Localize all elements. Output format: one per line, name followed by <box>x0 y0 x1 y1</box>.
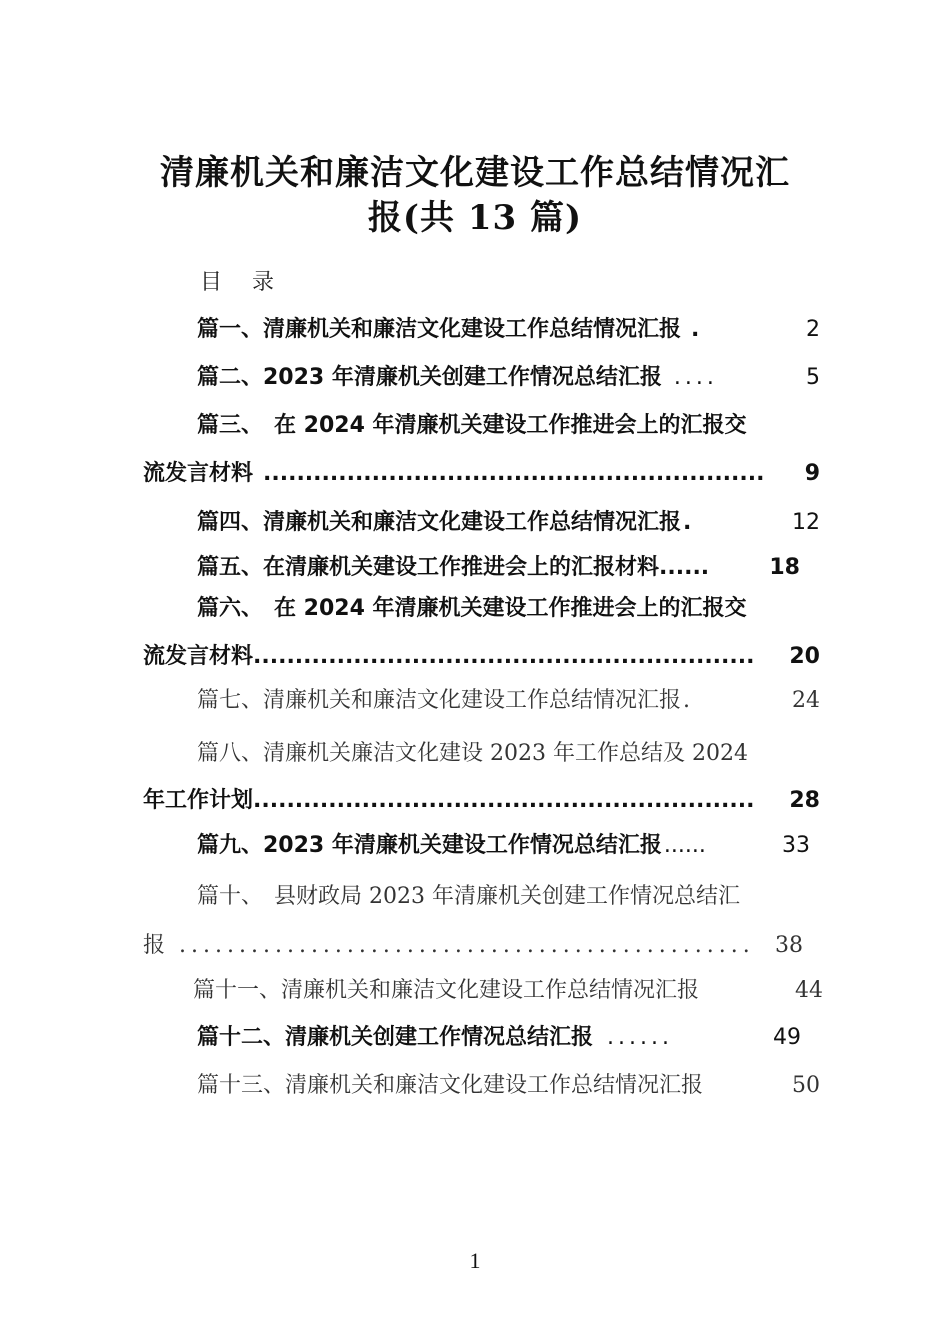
toc-page-number: 5 <box>806 365 820 390</box>
toc-entry[interactable] <box>197 1020 801 1051</box>
toc-entry[interactable] <box>197 879 820 910</box>
toc-entry-title: 篇六、 在 2024 年清廉机关建设工作推进会上的汇报交 <box>197 596 747 621</box>
toc-entry-title-cont: 流发言材料 <box>143 461 254 486</box>
toc-page-number: 33 <box>782 833 810 858</box>
toc-page-number: 18 <box>769 555 800 580</box>
toc-entry[interactable] <box>197 550 800 581</box>
toc-entry-title: 篇十一、清廉机关和廉洁文化建设工作总结情况汇报 <box>193 978 700 1003</box>
toc-page-number: 50 <box>792 1073 820 1098</box>
document-title-line-1: 清廉机关和廉洁文化建设工作总结情况汇 <box>160 153 790 193</box>
toc-entry[interactable] <box>197 591 820 622</box>
toc-entry-title: 篇五、在清廉机关建设工作推进会上的汇报材料 <box>197 555 660 580</box>
toc-heading: 目录 <box>200 270 305 295</box>
toc-page-number: 20 <box>789 644 820 669</box>
toc-entry-title: 篇八、清廉机关廉洁文化建设 2023 年工作总结及 2024 <box>197 741 748 766</box>
toc-leader-dots: ............................................................ <box>263 461 765 486</box>
toc-leader-dots: ................................................ <box>179 933 755 958</box>
toc-page-number: 49 <box>773 1025 801 1050</box>
toc-entry-title: 篇一、清廉机关和廉洁文化建设工作总结情况汇报 <box>197 317 682 342</box>
toc-entry-title: 篇十二、清廉机关创建工作情况总结汇报 <box>197 1025 594 1050</box>
toc-page-number: 12 <box>792 510 820 535</box>
toc-leader-dots: ...... <box>659 555 710 580</box>
toc-entry[interactable] <box>197 505 820 536</box>
toc-leader-dots: .... <box>673 365 718 390</box>
document-title-line-2: 报(共 13 篇) <box>367 198 583 238</box>
toc-entry-title-cont: 报 <box>143 933 166 958</box>
toc-entry[interactable] <box>197 683 820 714</box>
toc-page-number: 44 <box>795 978 823 1003</box>
toc-entry-title: 篇十三、清廉机关和廉洁文化建设工作总结情况汇报 <box>197 1073 704 1098</box>
toc-page-number: 2 <box>806 317 820 342</box>
toc-entry[interactable] <box>197 828 810 859</box>
toc-entry-title: 篇四、清廉机关和廉洁文化建设工作总结情况汇报 <box>197 510 682 535</box>
toc-entry[interactable] <box>197 360 820 391</box>
toc-entry[interactable] <box>197 1068 820 1099</box>
toc-page-number: 28 <box>789 788 820 813</box>
toc-page-number: 38 <box>775 933 803 958</box>
toc-entry-title: 篇三、 在 2024 年清廉机关建设工作推进会上的汇报交 <box>197 413 747 438</box>
toc-entry-title: 篇二、2023 年清廉机关创建工作情况总结汇报 <box>197 365 662 390</box>
toc-page-number: 24 <box>792 688 820 713</box>
page-number: 1 <box>469 1248 481 1273</box>
toc-entry-continuation[interactable] <box>143 783 820 814</box>
toc-entry-title: 篇九、2023 年清廉机关建设工作情况总结汇报 <box>197 833 662 858</box>
toc-entry-continuation[interactable] <box>143 928 803 959</box>
toc-leader-dots: ...... <box>607 1025 673 1050</box>
toc-entry-title-cont: 流发言材料 <box>143 644 254 669</box>
toc-entry-title: 篇十、 县财政局 2023 年清廉机关创建工作情况总结汇 <box>197 884 740 909</box>
toc-leader-dots: . <box>691 317 700 342</box>
toc-leader-dots: ............................................................ <box>253 788 755 813</box>
toc-entry[interactable] <box>197 736 820 767</box>
toc-entry[interactable] <box>197 312 820 343</box>
toc-entry-continuation[interactable] <box>143 639 820 670</box>
toc-entry[interactable] <box>193 973 823 1004</box>
toc-leader-dots: . <box>683 688 691 713</box>
toc-entry-continuation[interactable] <box>143 456 820 487</box>
toc-entry[interactable] <box>197 408 820 439</box>
toc-page-number: 9 <box>804 461 820 486</box>
toc-leader-dots: ...... <box>663 833 706 858</box>
toc-leader-dots: ............................................................ <box>253 644 755 669</box>
toc-entry-title: 篇七、清廉机关和廉洁文化建设工作总结情况汇报 <box>197 688 682 713</box>
toc-leader-dots: . <box>683 510 692 535</box>
toc-entry-title-cont: 年工作计划 <box>143 788 254 813</box>
